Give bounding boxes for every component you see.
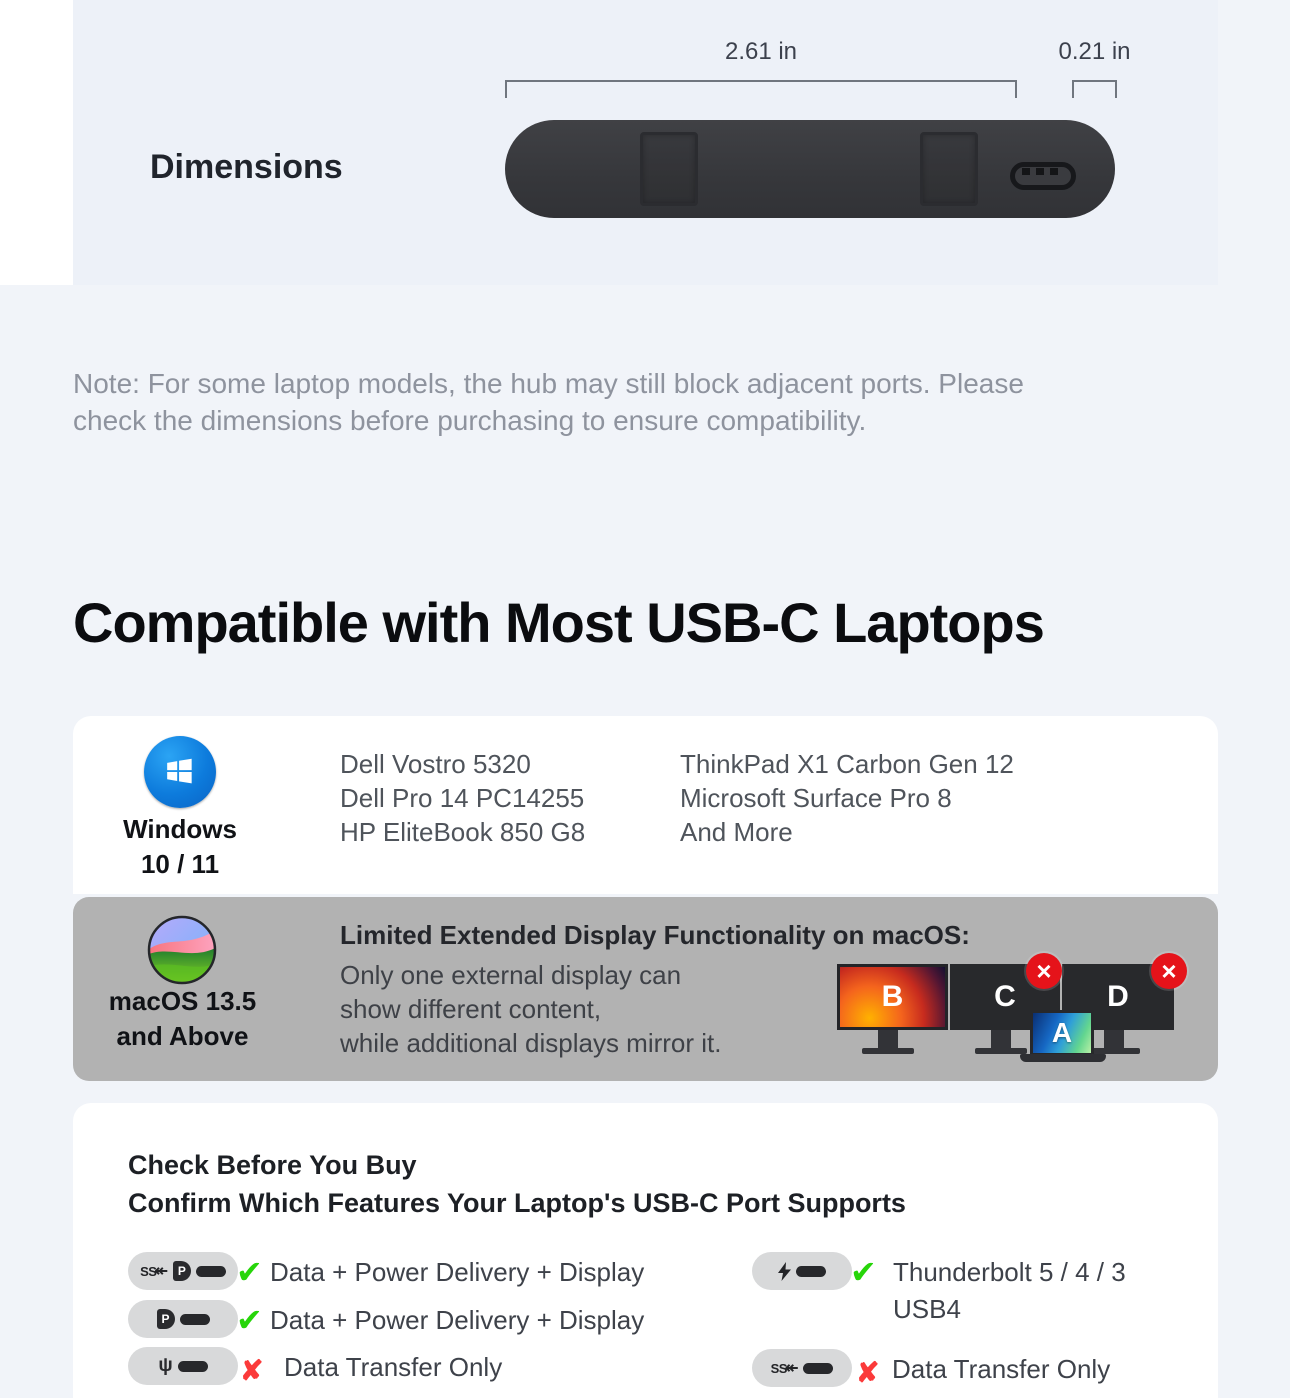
width-bracket: [505, 80, 1017, 98]
hero-left-margin: [0, 0, 73, 285]
port-pill-ss: [752, 1349, 852, 1387]
port-pill-usb: [128, 1347, 238, 1385]
row-label: Thunderbolt 5 / 4 / 3: [893, 1257, 1126, 1287]
ss-usb-icon: SS↞: [770, 1360, 799, 1377]
close-icon: ×: [1161, 956, 1177, 986]
thickness-bracket: [1072, 80, 1117, 98]
port-pill-dp: [128, 1300, 238, 1338]
model-item: Microsoft Surface Pro 8: [680, 783, 952, 813]
macos-logo-icon: [147, 915, 217, 985]
model-item: And More: [680, 817, 793, 847]
width-value: 2.61 in: [724, 38, 798, 65]
model-item: Dell Vostro 5320: [340, 749, 531, 779]
check-icon: ✔: [236, 1302, 263, 1338]
macos-limitation-body-line2: show different content,: [340, 994, 602, 1024]
note-text-line-2: check the dimensions before purchasing to ensure compatibility.: [73, 405, 867, 436]
row-label: Data Transfer Only: [892, 1354, 1111, 1384]
model-item: ThinkPad X1 Carbon Gen 12: [680, 749, 1014, 779]
ss-usb-icon: SS↞: [140, 1263, 168, 1280]
monitor-b-stand: [878, 1030, 898, 1048]
laptop-a: [1030, 1010, 1094, 1056]
error-badge-icon-d: [1151, 953, 1187, 989]
usbc-connector-icon: [803, 1363, 833, 1374]
displayport-icon: P: [157, 1309, 175, 1329]
monitor-c-base: [975, 1048, 1027, 1054]
laptop-a-letter: A: [1051, 1017, 1073, 1048]
macos-limitation-body-line1: Only one external display can: [340, 960, 682, 990]
monitor-b-letter: B: [881, 980, 904, 1013]
check-title-line2: Confirm Which Features Your Laptop's USB-C Port Supports: [128, 1188, 906, 1218]
usb-trident-icon: ψ: [158, 1355, 173, 1376]
monitor-b: [837, 964, 948, 1030]
device-usbc-port-icon: [1010, 162, 1076, 190]
macos-limitation-body-line3: while additional displays mirror it.: [340, 1028, 722, 1058]
error-badge-icon-c: [1026, 953, 1062, 989]
thickness-value: 0.21 in: [1058, 38, 1131, 65]
close-icon: ×: [1036, 956, 1052, 986]
port-pill-thunderbolt: [752, 1252, 852, 1290]
port-pill-ss-dp: [128, 1252, 238, 1290]
windows-logo-icon: [144, 736, 216, 808]
usbc-connector-icon: [796, 1266, 826, 1277]
usbc-connector-icon: [180, 1314, 210, 1325]
device-slot-left: [640, 132, 698, 206]
usbc-connector-icon: [178, 1361, 208, 1372]
section-heading: Compatible with Most USB-C Laptops: [73, 591, 1044, 654]
note-text-line-1: Note: For some laptop models, the hub may still block adjacent ports. Please: [73, 368, 1024, 399]
model-item: HP EliteBook 850 G8: [340, 817, 586, 847]
check-icon: ✔: [236, 1254, 263, 1290]
windows-os-label-line1: Windows: [123, 814, 237, 844]
macos-limitation-title: Limited Extended Display Functionality on macOS:: [340, 920, 970, 950]
check-icon: ✔: [850, 1254, 877, 1290]
device-slot-right: [920, 132, 978, 206]
model-item: Dell Pro 14 PC14255: [340, 783, 585, 813]
model-list-column-2: [680, 747, 1014, 849]
windows-os-label-line2: 10 / 11: [140, 849, 220, 879]
monitor-d-stand: [1104, 1030, 1124, 1048]
macos-os-label-line1: macOS 13.5: [108, 986, 257, 1016]
monitor-c-letter: C: [994, 980, 1016, 1013]
displayport-icon: P: [173, 1261, 191, 1281]
cross-icon: ✘: [856, 1357, 880, 1388]
row-label: USB4: [893, 1294, 961, 1324]
monitor-c-stand: [991, 1030, 1011, 1048]
usbc-port-pins: [1022, 168, 1064, 175]
monitor-b-base: [862, 1048, 914, 1054]
cross-icon: ✘: [240, 1355, 264, 1386]
monitor-d-letter: D: [1107, 980, 1129, 1013]
row-label: Data + Power Delivery + Display: [270, 1257, 645, 1287]
thunderbolt-icon: [778, 1262, 791, 1281]
macos-os-label-line2: and Above: [116, 1021, 249, 1051]
row-label: Data + Power Delivery + Display: [270, 1305, 645, 1335]
model-list-column-1: [340, 747, 585, 849]
dimensions-label: Dimensions: [150, 148, 343, 186]
device-image: [505, 120, 1115, 218]
usbc-connector-icon: [196, 1266, 226, 1277]
row-label: Data Transfer Only: [284, 1352, 503, 1382]
laptop-a-base: [1020, 1054, 1106, 1062]
check-title-line1: Check Before You Buy: [128, 1150, 417, 1180]
